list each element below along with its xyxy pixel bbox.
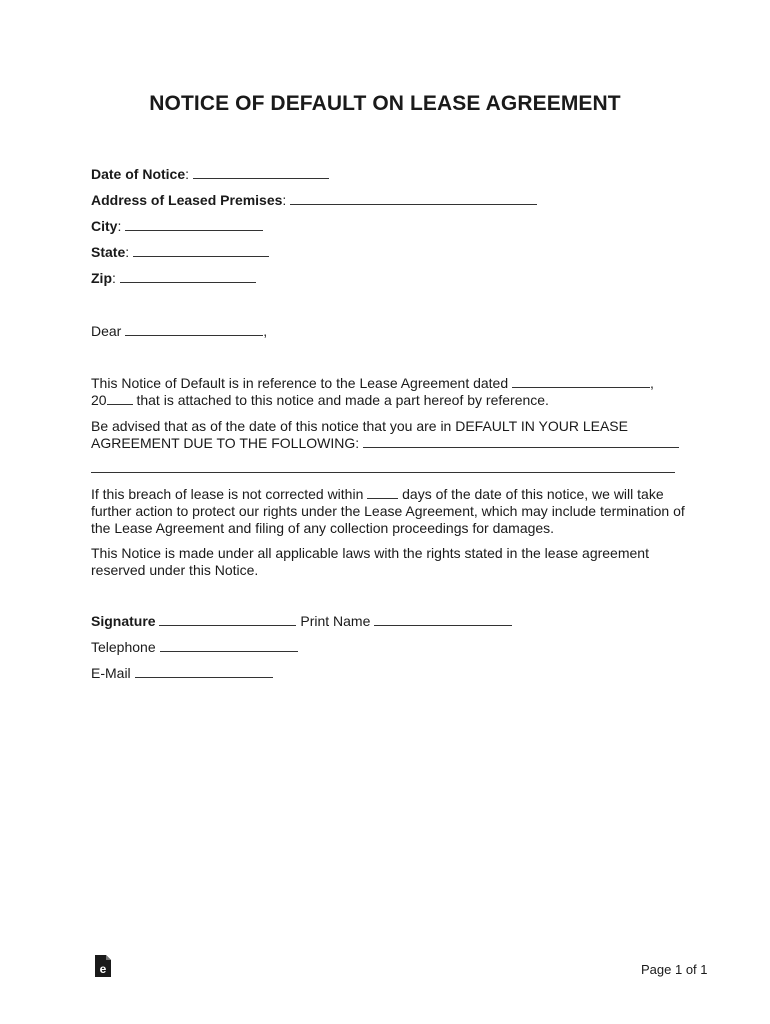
state-field[interactable] — [133, 244, 269, 257]
city-row: City: — [91, 218, 263, 234]
address-row: Address of Leased Premises: — [91, 192, 537, 208]
zip-row: Zip: — [91, 270, 256, 286]
signature-label: Signature — [91, 613, 156, 629]
email-row — [91, 665, 273, 681]
telephone-field[interactable] — [160, 639, 298, 652]
telephone-row — [91, 639, 298, 655]
cure-days-field[interactable] — [367, 486, 398, 499]
date-of-notice-label: Date of Notice — [91, 166, 186, 182]
address-field[interactable] — [290, 192, 537, 205]
city-label: City — [91, 218, 118, 234]
lease-year-field[interactable] — [107, 392, 133, 405]
dear-label: Dear — [91, 323, 122, 339]
zip-label: Zip — [91, 270, 112, 286]
signature-field[interactable] — [159, 613, 296, 626]
date-of-notice-field[interactable] — [193, 166, 329, 179]
paragraph-legal-rights: This Notice is made under all applicable laws with the rights stated in the lease agreement reserved under this Notice. — [91, 545, 649, 578]
address-label: Address of Leased Premises — [91, 192, 283, 208]
email-field[interactable] — [135, 665, 273, 678]
print-name-field[interactable] — [374, 613, 512, 626]
paragraph-default-notice: Be advised that as of the date of this notice that you are in DEFAULT IN YOUR LEASE AGREEMENT DUE TO THE FOLLOWING: — [91, 418, 691, 452]
salutation-row: Dear , — [91, 323, 268, 339]
default-reason-field[interactable] — [363, 435, 679, 448]
page-number: Page 1 of 1 — [641, 962, 708, 977]
document-title: NOTICE OF DEFAULT ON LEASE AGREEMENT — [149, 92, 621, 115]
paragraph-lease-reference: This Notice of Default is in reference to the Lease Agreement dated , 20 that is attached to this notice and made a part hereof by reference. — [91, 375, 654, 408]
recipient-name-field[interactable] — [125, 323, 263, 336]
zip-field[interactable] — [120, 270, 256, 283]
paragraph-breach-correction: If this breach of lease is not corrected within days of the date of this notice, we will take further action to protect our rights under the Lease Agreement, which may include termination of the Lease Agreement and filing of any collection proceedings for damages. — [91, 486, 685, 536]
logo-letter: e — [99, 962, 107, 976]
eforms-logo-icon — [94, 954, 112, 978]
city-field[interactable] — [125, 218, 263, 231]
telephone-label: Telephone — [91, 639, 156, 655]
print-name-label: Print Name — [300, 613, 371, 629]
email-label: E-Mail — [91, 665, 131, 681]
default-reason-field-2[interactable] — [91, 460, 675, 473]
state-label: State — [91, 244, 126, 260]
date-of-notice-row: Date of Notice: — [91, 166, 329, 182]
lease-date-field[interactable] — [512, 375, 650, 388]
signature-row — [91, 613, 512, 629]
state-row: State: — [91, 244, 269, 260]
